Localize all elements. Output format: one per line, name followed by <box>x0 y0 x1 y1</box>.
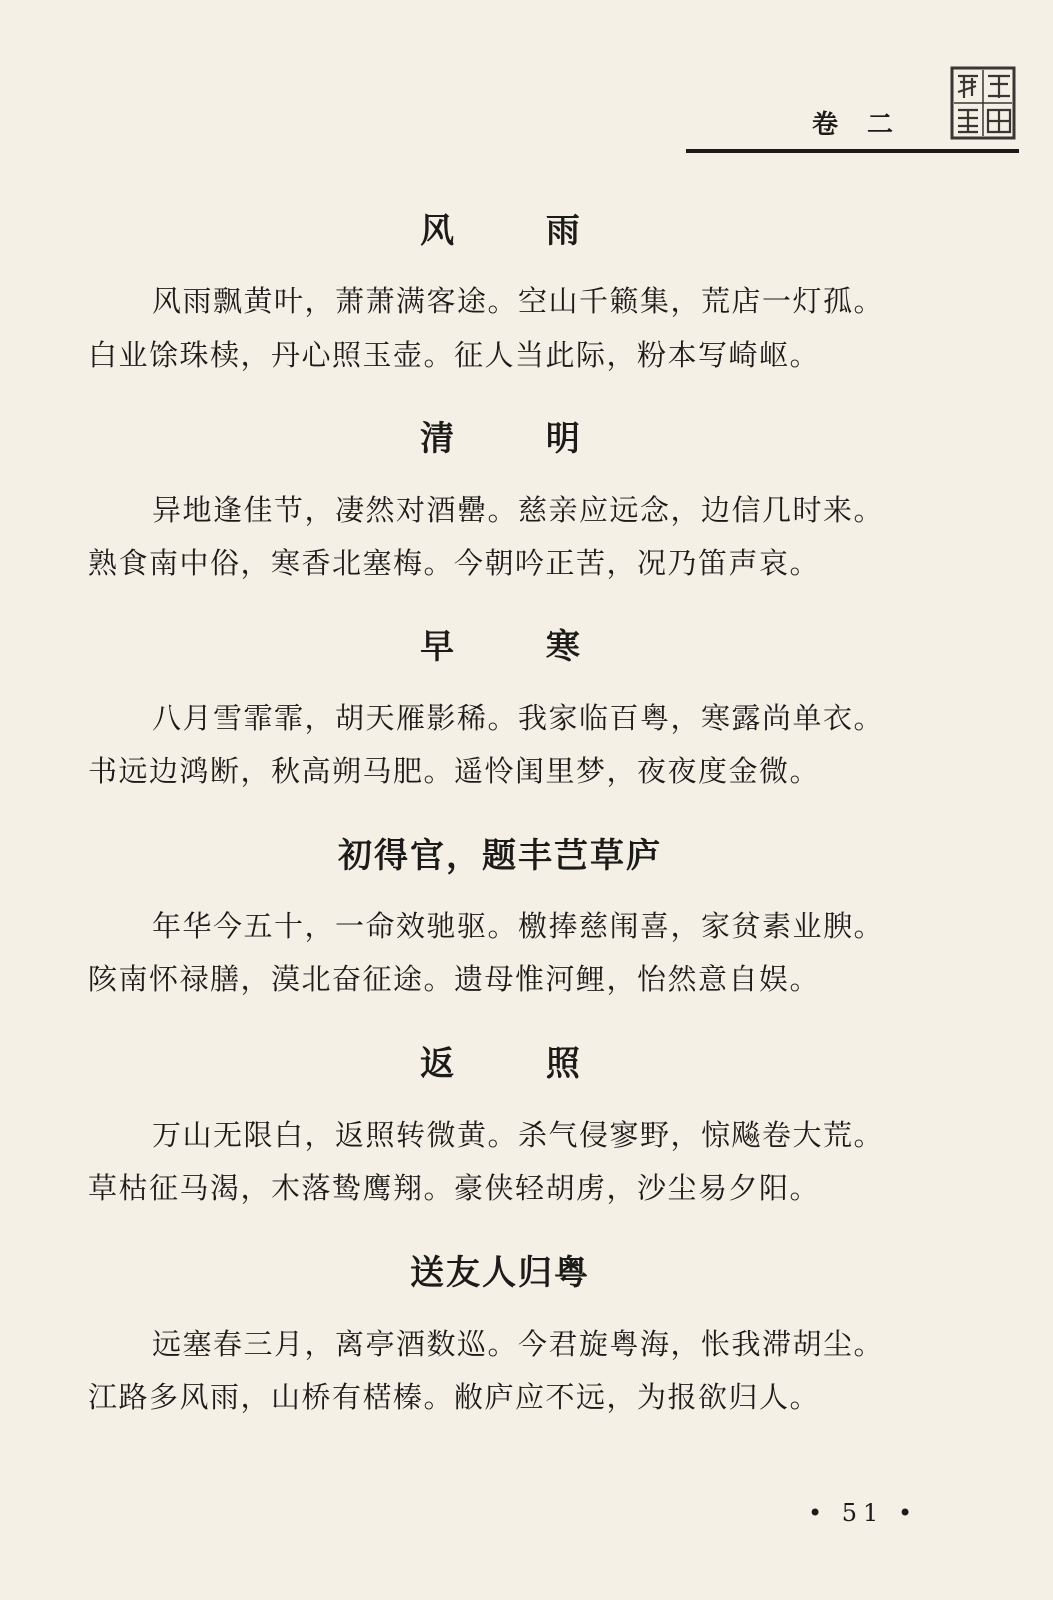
poem-line: 江路多风雨，山桥有楛榛。敝庐应不远，为报欲归人。 <box>88 1380 821 1414</box>
poem-line: 熟食南中俗，寒香北塞梅。今朝吟正苦，况乃笛声哀。 <box>88 546 821 580</box>
poem-line: 万山无限白，返照转微黄。杀气侵寥野，惊飚卷大荒。 <box>152 1118 885 1152</box>
poem-title: 清 明 <box>420 419 620 459</box>
poem-title: 早 寒 <box>420 627 620 667</box>
running-head: 卷 二 <box>811 110 903 140</box>
seal-stamp-icon <box>950 66 1016 140</box>
poem-title: 返 照 <box>420 1044 620 1084</box>
poem-title: 风 雨 <box>420 211 620 251</box>
poem-line: 书远边鸿断，秋高朔马肥。遥怜闺里梦，夜夜度金微。 <box>88 754 821 788</box>
poem-title: 送友人归粤 <box>410 1253 590 1293</box>
poem-line: 年华今五十，一命效驰驱。檄捧慈闱喜，家贫素业腴。 <box>152 909 885 943</box>
poem-line: 白业馀珠椟，丹心照玉壶。征人当此际，粉本写崎岖。 <box>88 338 821 372</box>
page-number: • 51 • <box>808 1499 919 1527</box>
poem-title: 初得官，题丰芑草庐 <box>338 836 662 876</box>
poem-line: 陔南怀禄膳，漠北奋征途。遗母惟河鲤，怡然意自娱。 <box>88 962 821 996</box>
poem-line: 风雨飘黄叶，萧萧满客途。空山千籁集，荒店一灯孤。 <box>152 284 885 318</box>
poem-line: 草枯征马渴，木落鸷鹰翔。豪侠轻胡虏，沙尘易夕阳。 <box>88 1171 821 1205</box>
poem-line: 远塞春三月，离亭酒数巡。今君旋粤海，怅我滞胡尘。 <box>152 1327 885 1361</box>
poem-line: 异地逢佳节，凄然对酒罍。慈亲应远念，边信几时来。 <box>152 493 885 527</box>
header-rule <box>686 149 1019 153</box>
poem-line: 八月雪霏霏，胡天雁影稀。我家临百粤，寒露尚单衣。 <box>152 701 885 735</box>
